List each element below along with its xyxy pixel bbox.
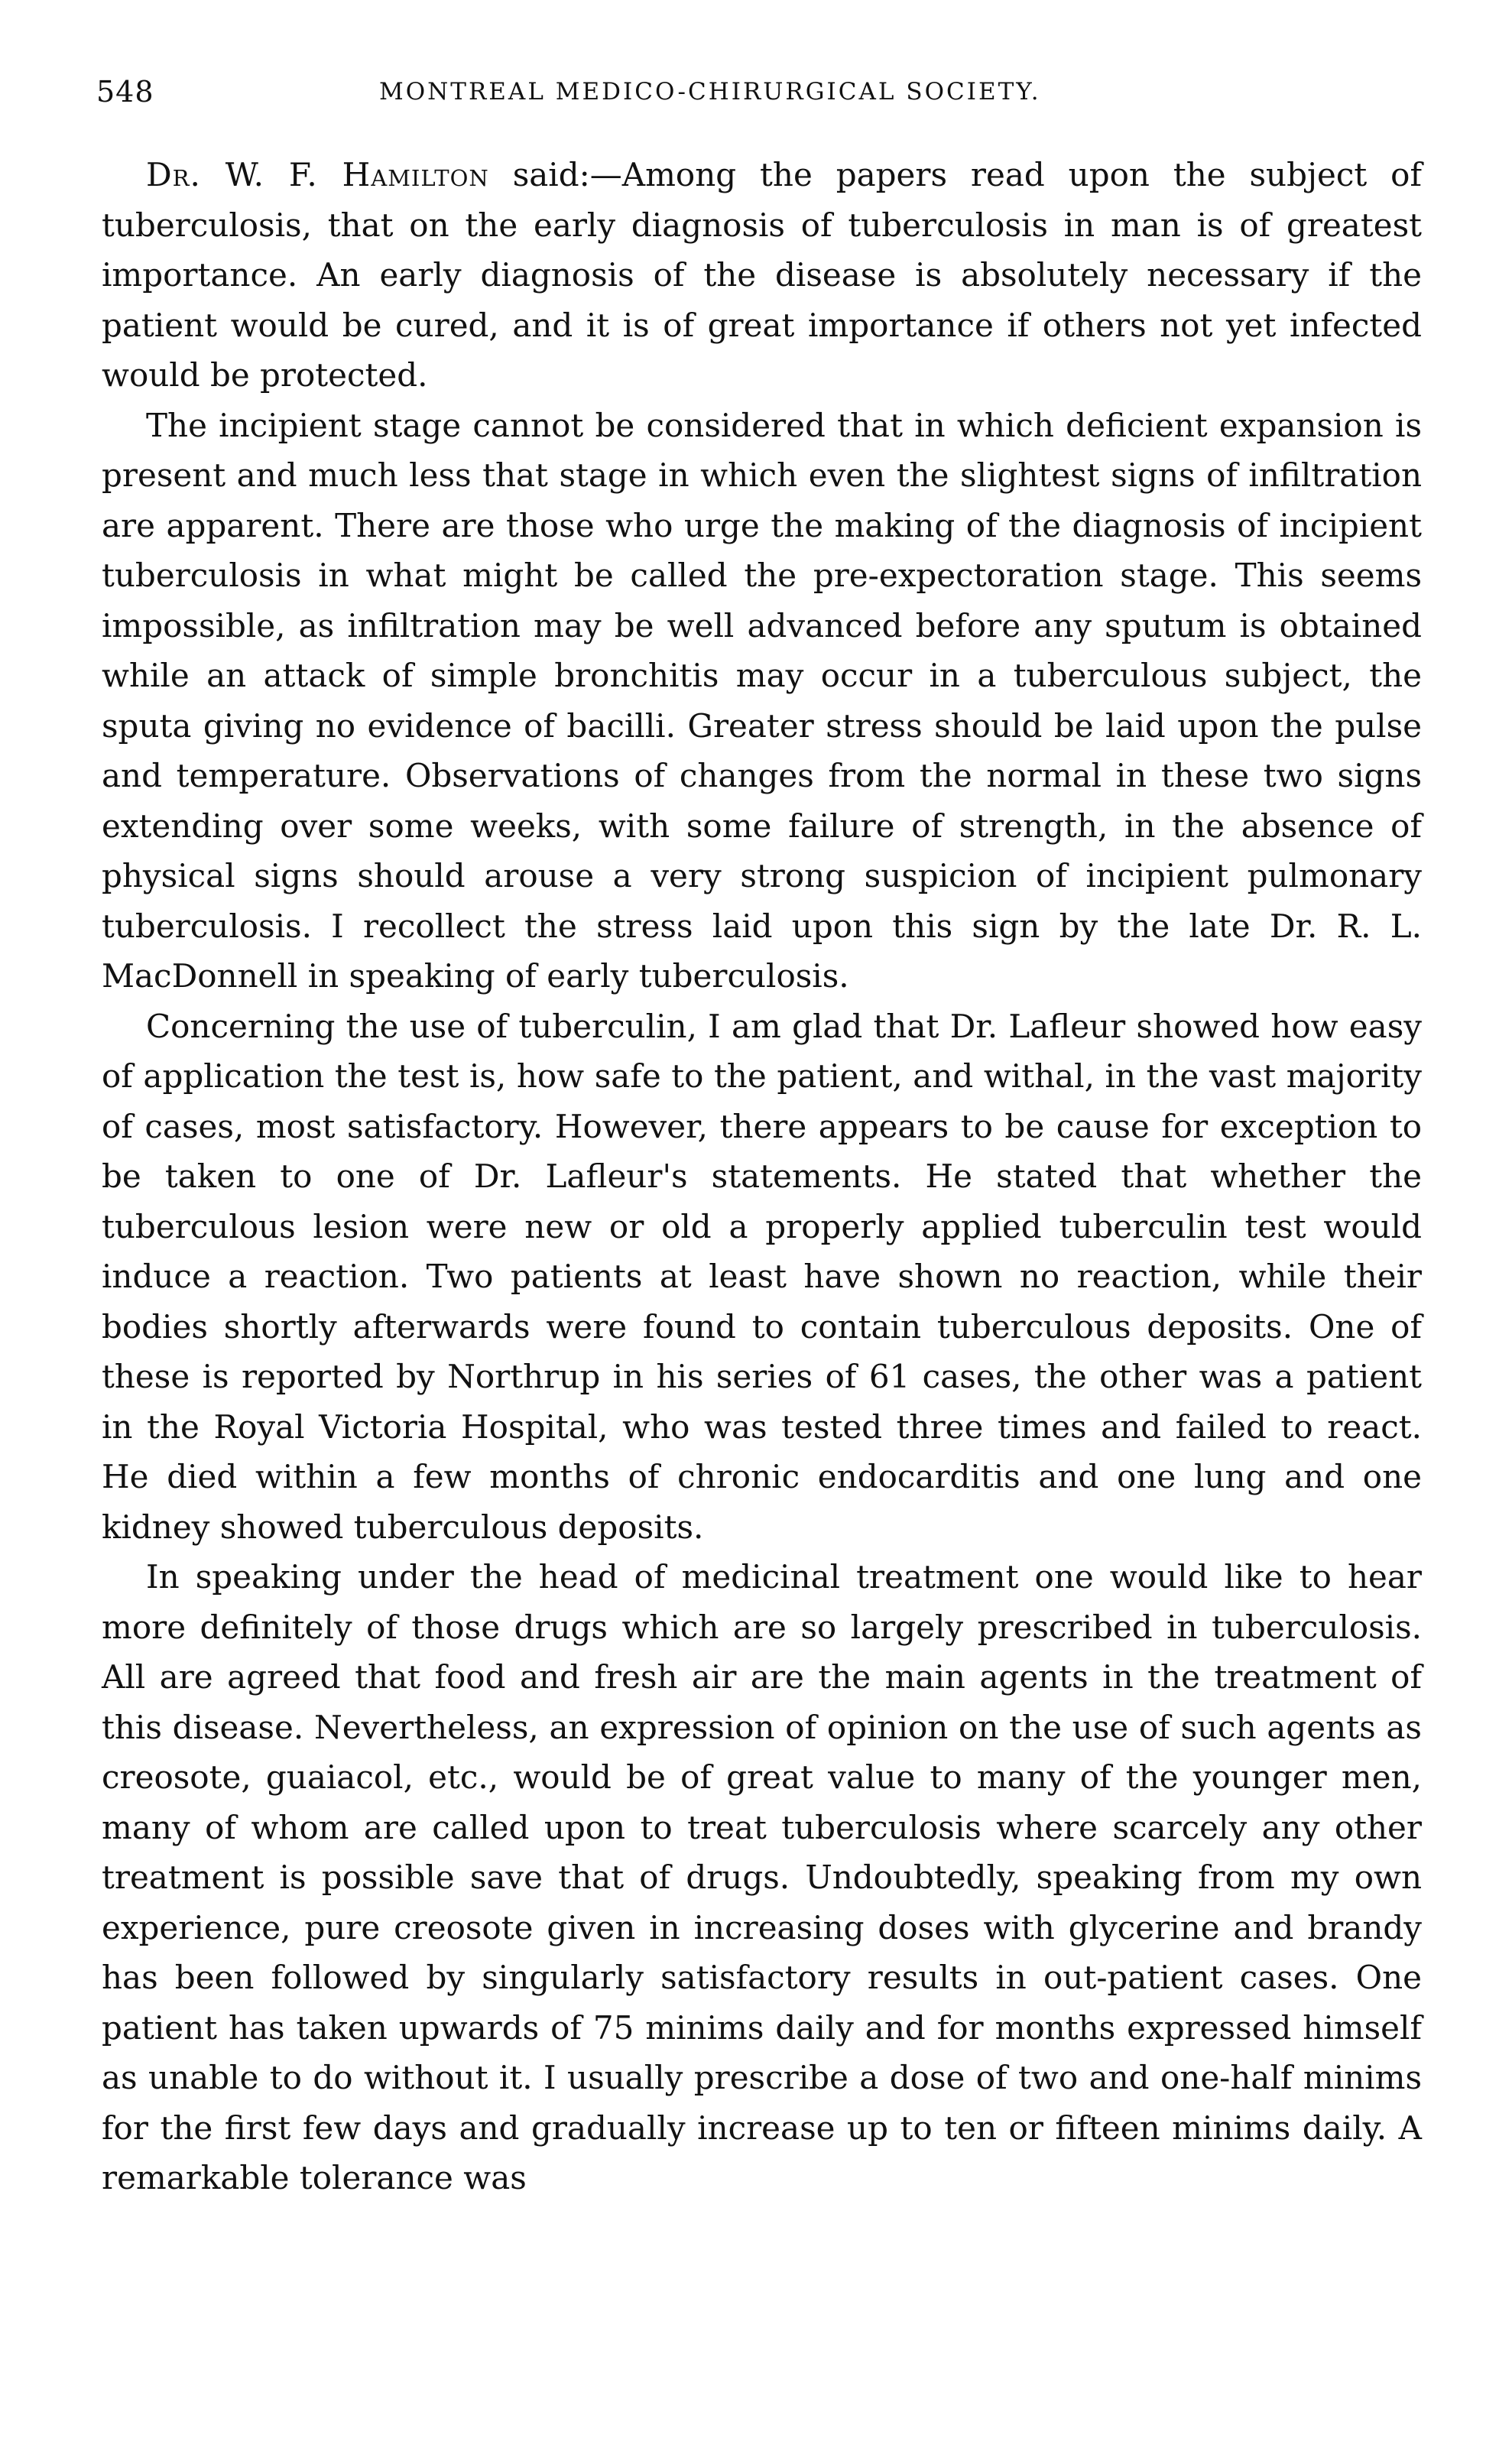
journal-title: MONTREAL MEDICO-CHIRURGICAL SOCIETY. bbox=[379, 78, 1041, 106]
running-head bbox=[96, 75, 1411, 113]
page-number: 548 bbox=[96, 75, 154, 109]
paragraph: Concerning the use of tuberculin, I am glad that Dr. Lafleur showed how easy of application the test is, how safe to the patient, and withal, in the vast majority of cases, most satisfactory. However, there appears to be cause for exception to be taken to one of Dr. Lafleur's statements. He stated that whether the tuberculous lesion were new or old a properly applied tuberculin test would induce a reaction. Two patients at least have shown no reaction, while their bodies shortly afterwards were found to contain tuberculous deposits. One of these is reported by Northrup in his series of 61 cases, the other was a patient in the Royal Victoria Hospital, who was tested three times and failed to react. He died within a few months of chronic endocarditis and one lung and one kidney showed tuberculous deposits. bbox=[102, 1007, 1422, 1546]
paragraph bbox=[102, 150, 1422, 401]
paragraph-text: said:—Among the papers read upon the subject of tuberculosis, that on the early diagnosis of tuberculosis in man is of greatest importance. An early diagnosis of the disease is absolutely necessary if the patient would be cured, and it is of great importance if others not yet infected would be protected. bbox=[102, 156, 1422, 394]
speaker-name: Dr. W. F. Hamilton bbox=[146, 156, 489, 193]
paragraph: In speaking under the head of medicinal treatment one would like to hear more definitely of those drugs which are so largely prescribed in tuberculosis. All are agreed that food and fresh air are the main agents in the treatment of this disease. Nevertheless, an expression of opinion on the use of such agents as creosote, guaiacol, etc., would be of great value to many of the younger men, many of whom are called upon to treat tuberculosis where scarcely any other treatment is possible save that of drugs. Undoubtedly, speaking from my own experience, pure creosote given in increasing doses with glycerine and brandy has been followed by singularly satisfactory results in out-patient cases. One patient has taken upwards of 75 minims daily and for months expressed himself as unable to do without it. I usually prescribe a dose of two and one-half minims for the first few days and gradually increase up to ten or fifteen minims daily. A remarkable tolerance was bbox=[102, 1558, 1422, 2196]
article-body bbox=[102, 150, 1422, 2203]
paragraph: The incipient stage cannot be considered that in which deficient expansion is present and much less that stage in which even the slightest signs of infiltration are apparent. There are those who urge the making of the diagnosis of incipient tuberculosis in what might be called the pre-expectoration stage. This seems impossible, as infiltration may be well advanced before any sputum is obtained while an attack of simple bronchitis may occur in a tuberculous subject, the sputa giving no evidence of bacilli. Greater stress should be laid upon the pulse and temperature. Observations of changes from the normal in these two signs extending over some weeks, with some failure of strength, in the absence of physical signs should arouse a very strong suspicion of incipient pulmonary tuberculosis. I recollect the stress laid upon this sign by the late Dr. R. L. MacDonnell in speaking of early tuberculosis. bbox=[102, 406, 1422, 995]
